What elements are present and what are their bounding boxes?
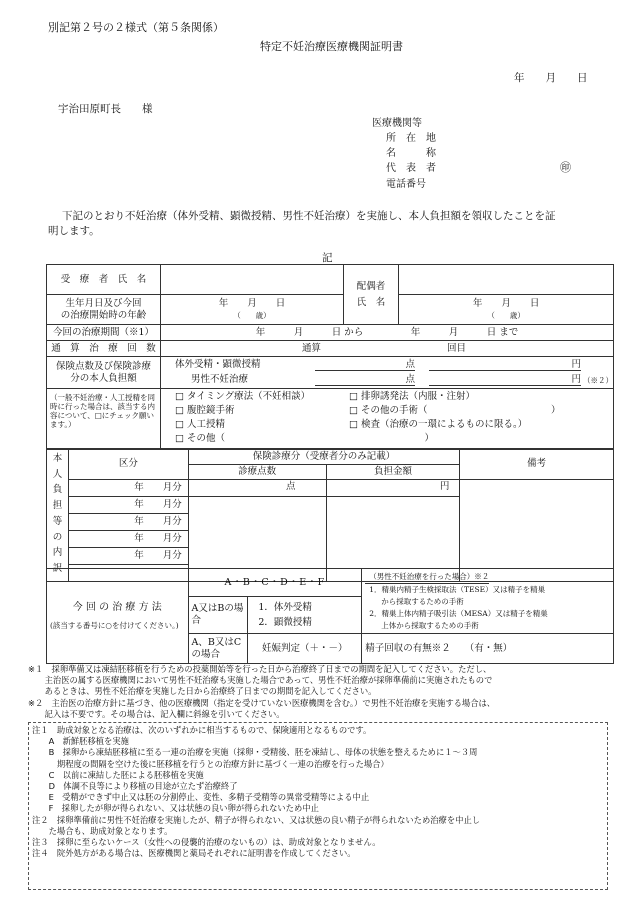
month-row-1: 年 月分	[68, 479, 188, 496]
intro-line-1: 下記のとおり不妊治療（体外受精、顕微授精、男性不妊治療）を実施し、本人負担額を領収したことを証	[62, 210, 556, 222]
ivf-options[interactable]: 1．体外受精 2．顕微授精	[248, 597, 362, 634]
month-row-3: 年 月分	[68, 513, 188, 530]
note-line: D 体調不良等により移植の目途が立たず治療終了	[32, 781, 238, 792]
insurance-header: 保険診療分（受療者分のみ記載）	[188, 449, 460, 465]
issue-date: 年 月 日	[514, 72, 588, 84]
points-header: 診療点数	[188, 465, 326, 480]
footnotes	[28, 664, 618, 720]
count-field[interactable]: 通算 回目	[161, 341, 614, 357]
patient-dob-field[interactable]: 年 月 日 （ 歳）	[161, 295, 344, 325]
method-label-cell: 今 回 の 治 療 方 法 (該当する番号に○を付けてください。)	[47, 569, 189, 664]
check-examination[interactable]: □ 検査（治療の一環によるものに限る。）	[349, 419, 528, 430]
footnote-line: ※１ 採卵準備又は凍結胚移植を行うための投薬開始等を行った日から治療終了日までの期間を記入してください。ただし、	[28, 664, 492, 674]
document-title: 特定不妊治療医療機関証明書	[260, 40, 403, 53]
footnote-line: 主治医の属する医療機関において男性不妊治療も実施した場合であって、男性不妊治療が採卵準備前に実施されたもので	[28, 675, 493, 686]
period-field[interactable]: 年 月 日 から 年 月 日 まで	[161, 325, 614, 341]
address-label: 所 在 地	[386, 133, 436, 144]
male-points: 点	[315, 374, 415, 387]
sperm-recovery[interactable]: 精子回収の有無※２ （有・無）	[362, 634, 614, 664]
form-number: 別記第２号の２様式（第５条関係）	[48, 21, 224, 34]
method-table	[46, 568, 614, 664]
amount-cell[interactable]: 円	[326, 479, 460, 496]
period-label: 今回の治療期間（※1）	[47, 325, 161, 341]
check-ovulation-induction[interactable]: □ 排卵誘発法（内服・注射）	[349, 391, 475, 402]
institution-label: 医療機関等	[372, 118, 422, 129]
kubun-header: 区分	[68, 449, 188, 480]
ki-marker: 記	[322, 252, 333, 264]
dob-label: 生年月日及び今回 の治療開始時の年齢	[47, 295, 161, 325]
name-label: 名 称	[386, 148, 436, 159]
month-row-2: 年 月分	[68, 496, 188, 513]
note-line: A 新鮮胚移植を実施	[32, 736, 129, 747]
footnote-line: 記入は不要です。その場合は、記入欄に斜線を引いてください。	[28, 708, 285, 719]
ivf-yen: 円	[429, 359, 581, 372]
breakdown-side-label: 本 人 負 担 等 の 内 訳	[47, 449, 69, 582]
ab-case-label: A又はBの場合	[188, 597, 248, 634]
note-line: た場合も、助成対象となります。	[32, 825, 173, 836]
representative-label: 代 表 者	[386, 163, 436, 174]
notes-header: 備考	[460, 449, 614, 480]
male-yen: 円	[429, 374, 581, 387]
count-label: 通 算 治 療 回 数	[47, 341, 161, 357]
amount-header: 負担金額	[326, 465, 460, 480]
points-cell[interactable]: 点	[188, 479, 326, 496]
notes	[32, 725, 622, 859]
check-other-surgery[interactable]: □ その他の手術（ ）	[349, 405, 561, 416]
spouse-name-field[interactable]	[399, 265, 614, 295]
breakdown-table	[46, 448, 614, 582]
patient-info-table	[46, 264, 614, 450]
check-artificial-insemination[interactable]: □ 人工授精	[175, 419, 225, 430]
note-line: 注２ 採卵準備前に男性不妊治療を実施したが、精子が得られない、又は状態の良い精子が得られないため治療を中止し	[32, 814, 481, 825]
pregnancy-judgement[interactable]: 妊娠判定（＋・－）	[248, 634, 362, 664]
spouse-label: 配偶者 氏 名	[343, 265, 398, 325]
intro-line-2: 明します。	[48, 225, 100, 237]
check-other[interactable]: □ その他（ ）	[175, 433, 434, 444]
patient-name-label: 受 療 者 氏 名	[47, 265, 161, 295]
footnote-line: あるときは、男性不妊治療を実施した日から治療終了日までの期間を記入してください。	[28, 686, 377, 697]
month-row-5: 年 月分	[68, 547, 188, 564]
note-line: 注１ 助成対象となる治療は、次のいずれかに相当するもので、保険適用となるものです。	[32, 725, 372, 735]
patient-name-field[interactable]	[161, 265, 344, 295]
note-line: 期程度の間隔を空けた後に胚移植を行うとの治療方針に基づく一連の治療を行った場合）	[32, 758, 389, 769]
male-method-cell[interactable]: （男性不妊治療を行った場合）※２ 1．精巣内精子生検採取法（TESE）又は精子を精巣 から採取するための手術 2．精巣上体内精子吸引法（MESA）又は精子を精巣 上体から採取するための手術	[362, 569, 614, 634]
note-line: E 受精ができず中止又は胚の分割停止、変性、多精子受精等の異常受精等による中止	[32, 792, 370, 803]
cost-field[interactable]: 体外受精・顕微授精 点 円 男性不妊治療 点 円 （※２）	[161, 357, 614, 389]
spouse-dob-field[interactable]: 年 月 日 （ 歳）	[399, 295, 614, 325]
note-line: F 採卵したが卵が得られない、又は状態の良い卵が得られないため中止	[32, 803, 319, 814]
telephone-label: 電話番号	[386, 179, 426, 190]
check-laparoscopy[interactable]: □ 腹腔鏡手術	[175, 405, 235, 416]
method-letters[interactable]: A・B・C・D・E・F	[188, 569, 362, 597]
footnote-line: ※２ 主治医の治療方針に基づき、他の医療機関（指定を受けていない医療機関を含む。）で男性不妊治療を実施する場合は、	[28, 697, 496, 708]
cost-label: 保険点数及び保険診療 分の本人負担額	[47, 357, 161, 389]
note-line: 注４ 院外処方がある場合は、医療機関と薬局それぞれに証明書を作成してください。	[32, 848, 356, 859]
checkbox-note: （一般不妊治療・人工授精を同時に行った場合は、該当する内容について、□にチェック願います。）	[47, 389, 161, 450]
note-line: B 採卵から凍結胚移植に至る一連の治療を実施（採卵・受精後、胚を凍結し、母体の状態を整えるために１～３周	[32, 747, 478, 758]
ivf-points: 点	[315, 359, 415, 372]
month-row-4: 年 月分	[68, 530, 188, 547]
check-timing[interactable]: □ タイミング療法（不妊相談）	[175, 391, 311, 402]
note-line: C 以前に凍結した胚による胚移植を実施	[32, 769, 204, 780]
seal-mark: ㊞	[560, 161, 571, 174]
notes-cell[interactable]	[460, 479, 614, 581]
checkbox-area	[161, 389, 614, 450]
addressee: 宇治田原町長 様	[58, 103, 153, 115]
note-line: 注３ 採卵に至らないケース（女性への侵襲的治療のないもの）は、助成対象となりません。	[32, 837, 381, 848]
abc-case-label: A、B又はCの場合	[188, 634, 248, 664]
